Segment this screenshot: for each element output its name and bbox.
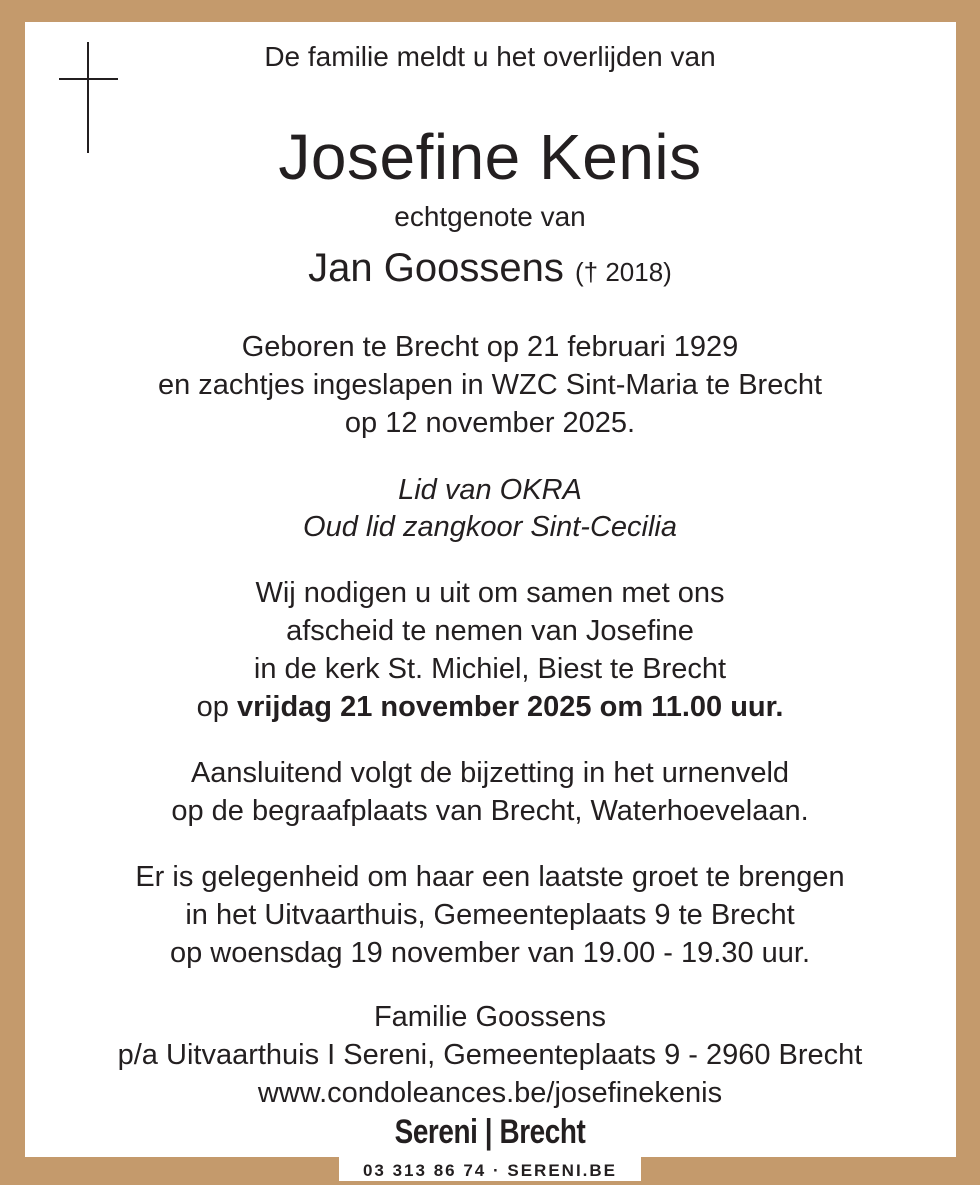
- visitation-line-1: Er is gelegenheid om haar een laatste groet te brengen: [135, 861, 845, 893]
- relation-text: echtgenote van: [394, 201, 586, 232]
- intro-text: De familie meldt u het overlijden van: [264, 41, 716, 72]
- membership-choir: Oud lid zangkoor Sint-Cecilia: [303, 511, 677, 543]
- spouse-death-year: († 2018): [574, 257, 672, 287]
- visitation-line-3: op woensdag 19 november van 19.00 - 19.30 uur.: [169, 937, 811, 969]
- membership-okra: Lid van OKRA: [398, 474, 582, 506]
- footer-separator: ·: [492, 1161, 501, 1180]
- spouse-line: [0, 248, 980, 288]
- invitation-line-1: Wij nodigen u uit om samen met ons: [255, 577, 725, 609]
- contact-address: p/a Uitvaarthuis I Sereni, Gemeenteplaats 9 - 2960 Brecht: [117, 1039, 863, 1071]
- visitation-line-2: in het Uitvaarthuis, Gemeenteplaats 9 te Brecht: [185, 899, 795, 931]
- condolence-link[interactable]: www.condoleances.be/josefinekenis: [257, 1077, 723, 1109]
- deceased-name: Josefine Kenis: [278, 121, 702, 193]
- ceremony-prefix: op: [196, 691, 237, 723]
- cross-horizontal-bar: [59, 78, 118, 80]
- invitation-line-3: in de kerk St. Michiel, Biest te Brecht: [253, 653, 727, 685]
- invitation-line-2: afscheid te nemen van Josefine: [286, 615, 694, 647]
- spouse-name: Jan Goossens: [308, 246, 564, 290]
- ceremony-line: [0, 693, 980, 722]
- ceremony-date-time: vrijdag 21 november 2025 om 11.00 uur.: [236, 691, 784, 723]
- footer-phone: 03 313 86 74: [362, 1161, 487, 1180]
- death-date-line: op 12 november 2025.: [344, 407, 636, 439]
- death-place-line: en zachtjes ingeslapen in WZC Sint-Maria te Brecht: [157, 369, 823, 401]
- footer-website[interactable]: SERENI.BE: [507, 1161, 618, 1180]
- contact-family: Familie Goossens: [373, 1001, 607, 1033]
- burial-line-2: op de begraafplaats van Brecht, Waterhoevelaan.: [171, 795, 809, 827]
- birth-line: Geboren te Brecht op 21 februari 1929: [241, 331, 739, 363]
- funeral-home-logo: Sereni | Brecht: [394, 1113, 586, 1151]
- footer-contact-bar: [339, 1157, 641, 1181]
- burial-line-1: Aansluitend volgt de bijzetting in het urnenveld: [190, 757, 790, 789]
